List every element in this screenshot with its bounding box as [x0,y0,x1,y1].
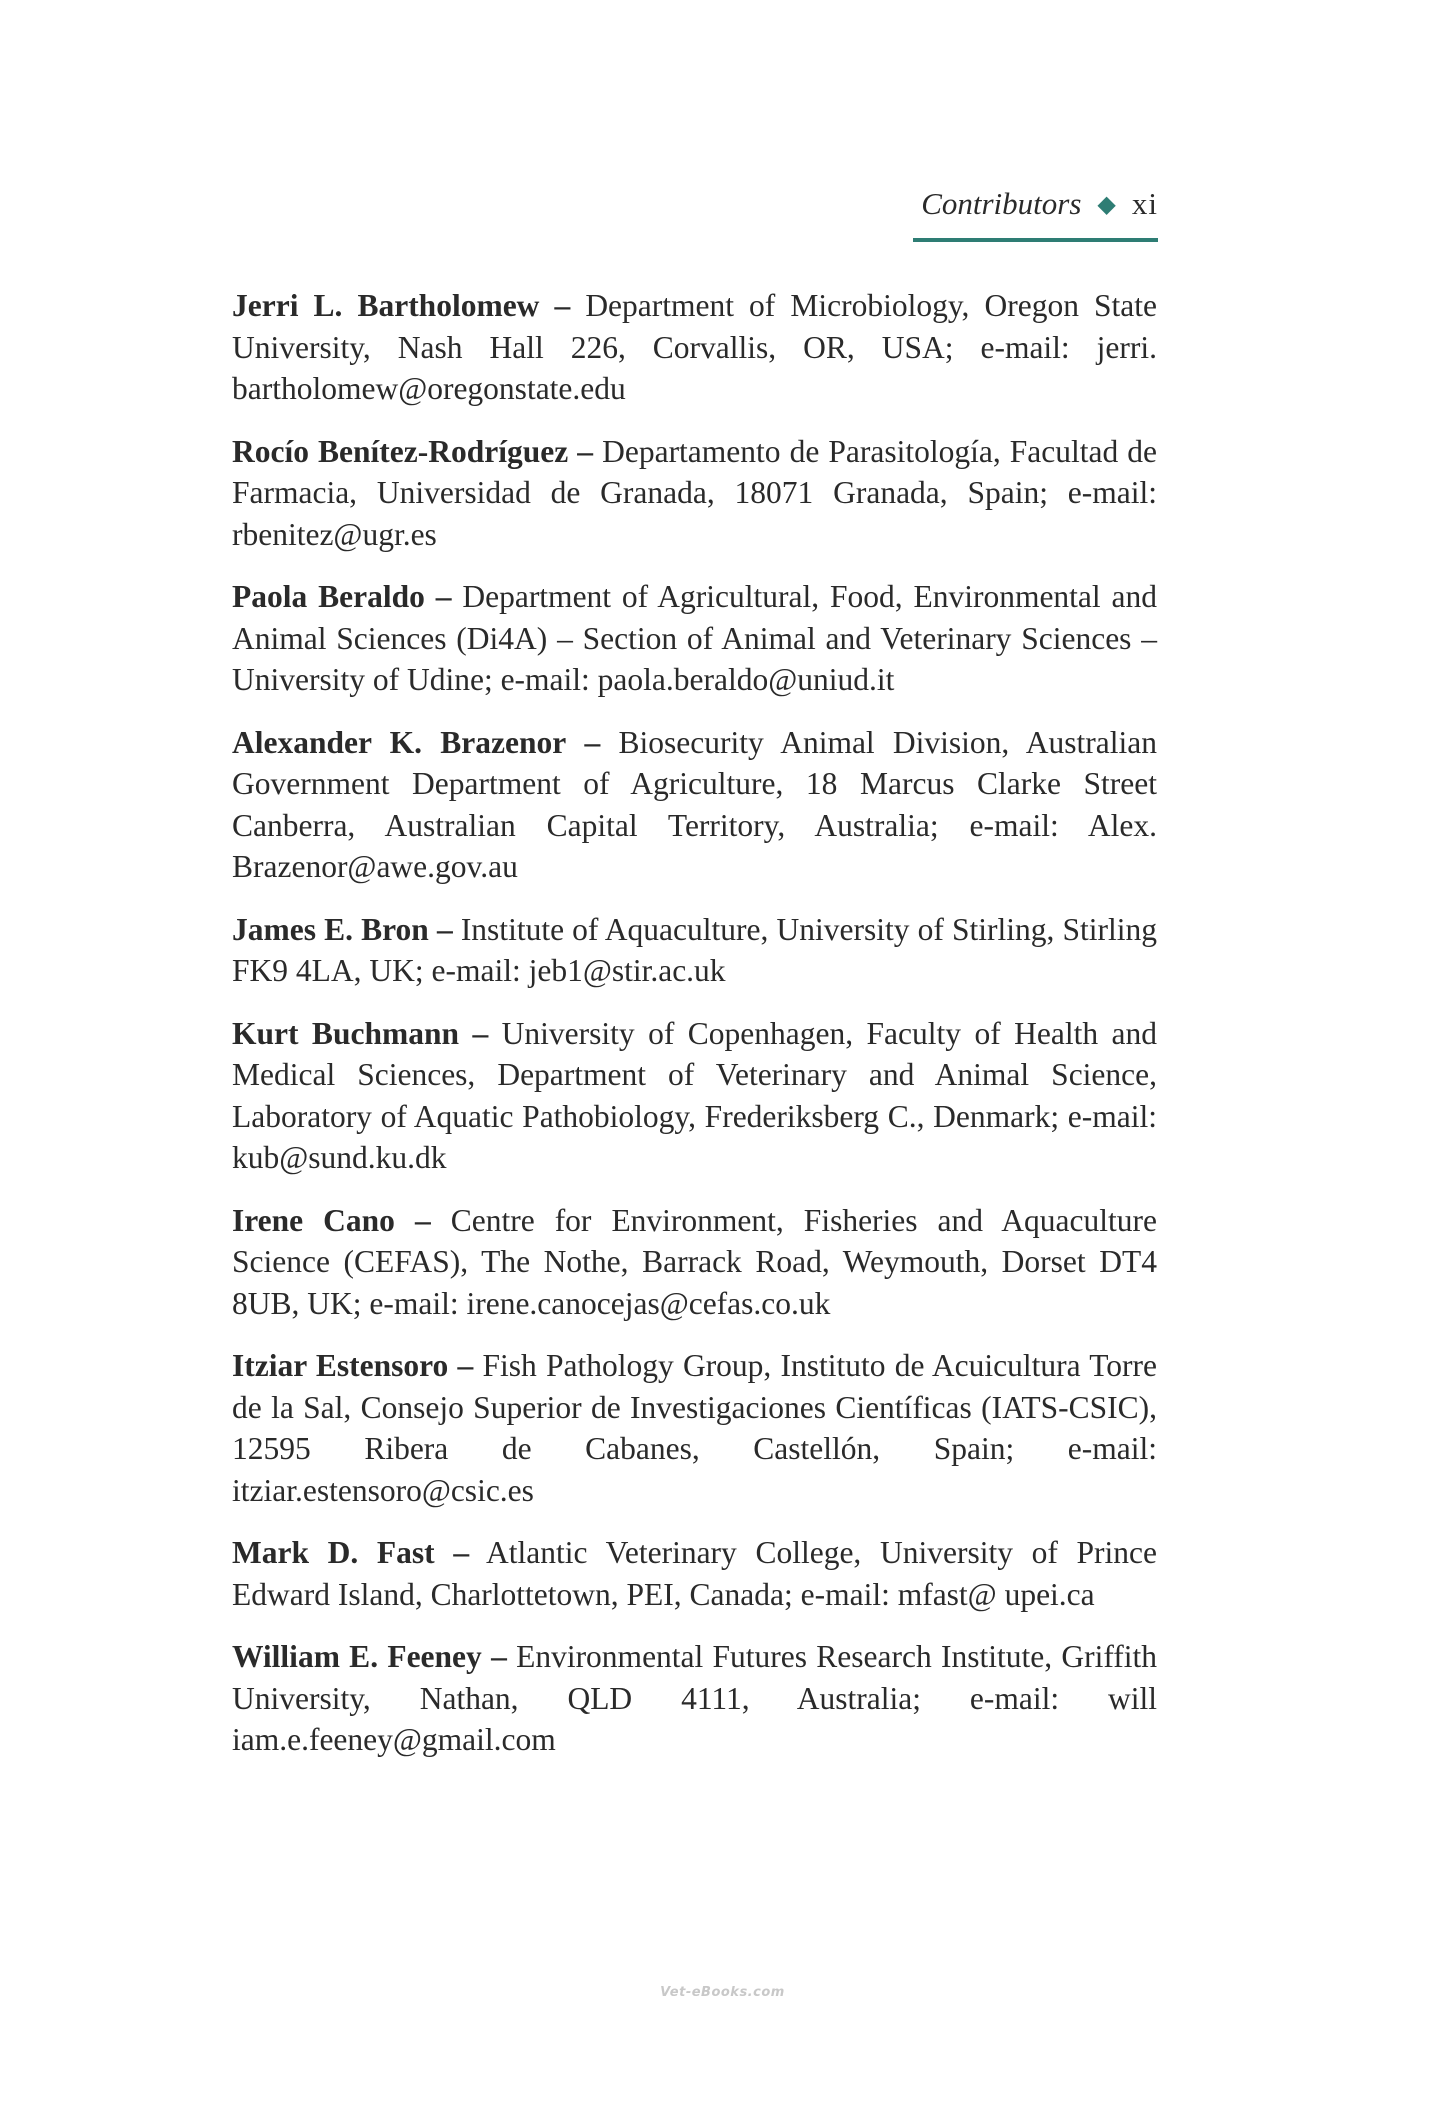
contributor-entry [232,909,1157,992]
contributor-affiliation: Biosecurity Animal Division, Australian Government Department of Agriculture, 18 Marcus Clarke Street Canberra, Australian Capital Territory, Australia; e-mail: Alex. Brazenor@awe.gov.au [232,724,1158,884]
entry-dash: – [472,1015,489,1051]
entry-dash: – [491,1639,507,1674]
contributor-affiliation: Fish Pathology Group, Instituto de Acuicultura Torre de la Sal, Consejo Superior de Investigaciones Científicas (IATS-CSIC), 12595 Ribera de Cabanes, Castellón, Spain; e-mail: itziar.estensoro@csic.es [232,1348,1158,1508]
watermark: Vet-eBooks.com [660,1985,785,2000]
contributor-entry [232,1200,1157,1325]
contributor-name: James E. Bron [232,911,429,947]
contributor-entry [232,1532,1157,1615]
contributor-affiliation: Atlantic Veterinary College, University of Prince Edward Island, Charlottetown, PEI, Canada; e-mail: mfast@ upei.ca [232,1535,1157,1612]
running-head [913,186,1158,242]
contributor-entry [232,576,1157,701]
contributor-name: Rocío Benítez-Rodríguez [232,433,569,469]
contributor-affiliation: Environmental Futures Research Institute, Griffith University, Nathan, QLD 4111, Australia; e-mail: will iam.e.feeney@gmail.com [232,1639,1158,1757]
contributor-affiliation: Centre for Environment, Fisheries and Aquaculture Science (CEFAS), The Nothe, Barrack Road, Weymouth, Dorset DT4 8UB, UK; e-mail: irene.canocejas@cefas.co.uk [232,1202,1157,1321]
contributor-name: Jerri L. Bartholomew [232,288,540,323]
entry-dash: – [435,579,452,614]
contributor-entry [232,1013,1157,1179]
contributor-entry [232,1345,1157,1511]
contributor-affiliation: Department of Agricultural, Food, Environmental and Animal Sciences (Di4A) – Section of Animal and Veterinary Sciences – University of Udine; e-mail: paola.beraldo@uniud.it [232,579,1158,697]
entry-dash: – [436,911,453,947]
entry-dash: – [414,1202,431,1238]
section-title: Contributors [921,186,1082,221]
contributor-entry [232,285,1157,410]
contributor-name: Paola Beraldo [232,579,425,614]
entry-dash: – [453,1535,470,1570]
contributor-entry [232,722,1157,888]
diamond-icon: ◆ [1097,192,1116,218]
entry-dash: – [584,724,601,760]
entry-dash: – [457,1348,474,1383]
entry-dash: – [577,433,594,469]
page-number: xi [1131,186,1158,221]
contributor-name: Alexander K. Brazenor [232,724,567,760]
contributor-affiliation: Department of Microbiology, Oregon State University, Nash Hall 226, Corvallis, OR, USA; e-mail: jerri. bartholomew@oregonstate.edu [232,288,1157,406]
contributor-affiliation: Departamento de Parasitología, Facultad de Farmacia, Universidad de Granada, 18071 Granada, Spain; e-mail: rbenitez@ugr.es [232,433,1158,552]
contributor-affiliation: University of Copenhagen, Faculty of Health and Medical Sciences, Department of Veterinary and Animal Science, Laboratory of Aquatic Pathobiology, Frederiksberg C., Denmark; e-mail: kub@sund.ku.dk [232,1015,1158,1175]
contributor-name: Mark D. Fast [232,1535,435,1570]
entry-dash: – [554,288,571,323]
contributor-entry [232,431,1157,556]
contributor-affiliation: Institute of Aquaculture, University of Stirling, Stirling FK9 4LA, UK; e-mail: jeb1@stir.ac.uk [232,911,1157,988]
contributor-name: William E. Feeney [232,1639,482,1674]
contributor-name: Kurt Buchmann [232,1015,459,1051]
contributor-list [232,285,1157,1782]
contributor-entry [232,1636,1157,1761]
contributor-name: Irene Cano [232,1202,395,1238]
contributor-name: Itziar Estensoro [232,1348,449,1383]
